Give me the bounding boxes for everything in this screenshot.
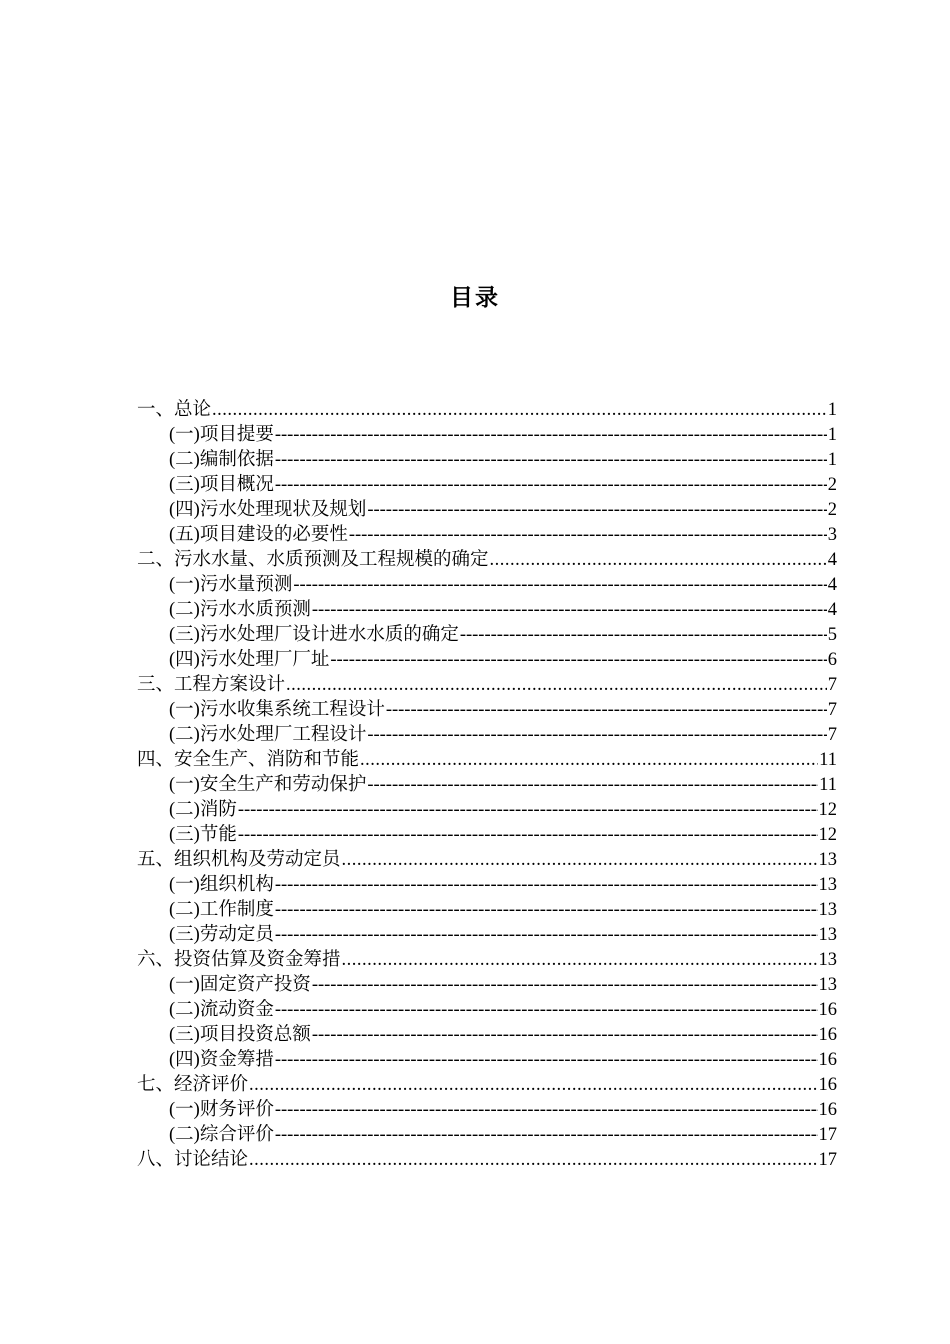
toc-entry-page-number: 16 (818, 1000, 837, 1020)
toc-section-entry[interactable] (137, 798, 837, 823)
toc-entry-label: (二)污水水质预测 (169, 600, 311, 620)
toc-entry-page-number: 2 (827, 475, 837, 495)
toc-entry-page-number: 13 (818, 975, 837, 995)
toc-leader-line (490, 548, 827, 573)
toc-entry-page-number: 5 (827, 625, 837, 645)
toc-entry-page-number: 7 (827, 725, 837, 745)
toc-entry-label: (二)编制依据 (169, 450, 274, 470)
toc-entry-label: 三、工程方案设计 (137, 675, 286, 695)
toc-entry-page-number: 12 (818, 825, 837, 845)
toc-section-entry[interactable] (137, 898, 837, 923)
toc-entry-label: (一)固定资产投资 (169, 975, 311, 995)
toc-section-entry[interactable] (137, 998, 837, 1023)
toc-leader-line (386, 698, 827, 723)
toc-section-entry[interactable] (137, 598, 837, 623)
toc-leader-line (286, 673, 827, 698)
toc-leader-line (238, 823, 818, 848)
toc-entry-page-number: 1 (827, 425, 837, 445)
toc-entry-page-number: 16 (818, 1025, 837, 1045)
toc-entry-page-number: 13 (818, 850, 837, 870)
toc-entry-page-number: 6 (827, 650, 837, 670)
toc-leader-line (275, 998, 818, 1023)
toc-chapter-entry[interactable] (137, 1148, 837, 1173)
toc-section-entry[interactable] (137, 698, 837, 723)
toc-leader-line (460, 623, 827, 648)
toc-entry-label: 四、安全生产、消防和节能 (137, 750, 360, 770)
toc-chapter-entry[interactable] (137, 1073, 837, 1098)
toc-entry-page-number: 1 (827, 450, 837, 470)
toc-entry-label: (一)污水收集系统工程设计 (169, 700, 385, 720)
toc-entry-label: (三)节能 (169, 825, 237, 845)
toc-entry-label: 一、总论 (137, 400, 212, 420)
toc-chapter-entry[interactable] (137, 748, 837, 773)
toc-leader-line (367, 723, 826, 748)
toc-entry-page-number: 4 (827, 550, 837, 570)
toc-leader-line (349, 523, 827, 548)
toc-entry-label: (四)污水处理现状及规划 (169, 500, 367, 520)
toc-section-entry[interactable] (137, 623, 837, 648)
toc-entry-label: (一)财务评价 (169, 1100, 274, 1120)
toc-entry-label: 八、讨论结论 (137, 1150, 249, 1170)
toc-leader-line (293, 573, 826, 598)
toc-entry-page-number: 13 (818, 875, 837, 895)
toc-section-entry[interactable] (137, 823, 837, 848)
toc-section-entry[interactable] (137, 923, 837, 948)
toc-chapter-entry[interactable] (137, 548, 837, 573)
toc-entry-label: 五、组织机构及劳动定员 (137, 850, 341, 870)
table-of-contents (137, 398, 837, 1173)
toc-leader-line (367, 498, 826, 523)
toc-section-entry[interactable] (137, 523, 837, 548)
toc-entry-page-number: 16 (818, 1075, 837, 1095)
toc-leader-line (312, 973, 818, 998)
toc-leader-line (330, 648, 826, 673)
toc-entry-page-number: 4 (827, 600, 837, 620)
toc-entry-page-number: 17 (818, 1125, 837, 1145)
toc-leader-line (275, 1123, 818, 1148)
toc-leader-line (249, 1073, 817, 1098)
toc-entry-label: (二)流动资金 (169, 1000, 274, 1020)
toc-leader-line (275, 1048, 818, 1073)
toc-entry-label: (四)污水处理厂厂址 (169, 650, 330, 670)
toc-entry-page-number: 11 (819, 750, 837, 770)
toc-leader-line (312, 598, 827, 623)
toc-entry-label: 二、污水水量、水质预测及工程规模的确定 (137, 550, 489, 570)
toc-entry-label: (二)污水处理厂工程设计 (169, 725, 367, 745)
toc-section-entry[interactable] (137, 873, 837, 898)
toc-leader-line (212, 398, 827, 423)
toc-section-entry[interactable] (137, 973, 837, 998)
toc-entry-page-number: 2 (827, 500, 837, 520)
toc-entry-page-number: 16 (818, 1100, 837, 1120)
toc-entry-label: (一)项目提要 (169, 425, 274, 445)
toc-chapter-entry[interactable] (137, 673, 837, 698)
toc-chapter-entry[interactable] (137, 848, 837, 873)
toc-leader-line (342, 848, 818, 873)
toc-section-entry[interactable] (137, 423, 837, 448)
toc-entry-page-number: 16 (818, 1050, 837, 1070)
toc-leader-line (275, 448, 827, 473)
toc-leader-line (275, 1098, 818, 1123)
toc-section-entry[interactable] (137, 773, 837, 798)
toc-leader-line (367, 773, 818, 798)
toc-entry-label: (三)污水处理厂设计进水水质的确定 (169, 625, 459, 645)
toc-section-entry[interactable] (137, 1098, 837, 1123)
toc-entry-page-number: 11 (819, 775, 837, 795)
toc-section-entry[interactable] (137, 648, 837, 673)
toc-leader-line (312, 1023, 818, 1048)
toc-section-entry[interactable] (137, 1123, 837, 1148)
toc-entry-page-number: 7 (827, 675, 837, 695)
toc-entry-label: 七、经济评价 (137, 1075, 249, 1095)
toc-leader-line (275, 873, 818, 898)
toc-section-entry[interactable] (137, 473, 837, 498)
page-title: 目录 (450, 285, 500, 311)
toc-leader-line (275, 473, 827, 498)
toc-entry-page-number: 17 (818, 1150, 837, 1170)
toc-leader-line (238, 798, 818, 823)
toc-entry-label: (一)污水量预测 (169, 575, 293, 595)
toc-entry-label: 六、投资估算及资金筹措 (137, 950, 341, 970)
toc-leader-line (360, 748, 818, 773)
toc-chapter-entry[interactable] (137, 398, 837, 423)
toc-entry-page-number: 1 (827, 400, 837, 420)
toc-section-entry[interactable] (137, 448, 837, 473)
toc-entry-page-number: 3 (827, 525, 837, 545)
toc-entry-page-number: 13 (818, 925, 837, 945)
toc-leader-line (275, 923, 818, 948)
toc-entry-label: (三)项目投资总额 (169, 1025, 311, 1045)
toc-entry-page-number: 13 (818, 900, 837, 920)
toc-section-entry[interactable] (137, 498, 837, 523)
toc-section-entry[interactable] (137, 723, 837, 748)
toc-entry-label: (一)组织机构 (169, 875, 274, 895)
toc-entry-page-number: 7 (827, 700, 837, 720)
toc-section-entry[interactable] (137, 1023, 837, 1048)
toc-leader-line (249, 1148, 817, 1173)
toc-entry-label: (四)资金筹措 (169, 1050, 274, 1070)
toc-entry-page-number: 12 (818, 800, 837, 820)
toc-leader-line (342, 948, 818, 973)
toc-entry-page-number: 4 (827, 575, 837, 595)
toc-leader-line (275, 898, 818, 923)
toc-entry-label: (五)项目建设的必要性 (169, 525, 348, 545)
toc-entry-label: (一)安全生产和劳动保护 (169, 775, 367, 795)
toc-section-entry[interactable] (137, 573, 837, 598)
toc-entry-label: (二)综合评价 (169, 1125, 274, 1145)
toc-entry-page-number: 13 (818, 950, 837, 970)
toc-leader-line (275, 423, 827, 448)
toc-entry-label: (二)工作制度 (169, 900, 274, 920)
toc-section-entry[interactable] (137, 1048, 837, 1073)
toc-entry-label: (二)消防 (169, 800, 237, 820)
toc-chapter-entry[interactable] (137, 948, 837, 973)
toc-entry-label: (三)项目概况 (169, 475, 274, 495)
toc-entry-label: (三)劳动定员 (169, 925, 274, 945)
